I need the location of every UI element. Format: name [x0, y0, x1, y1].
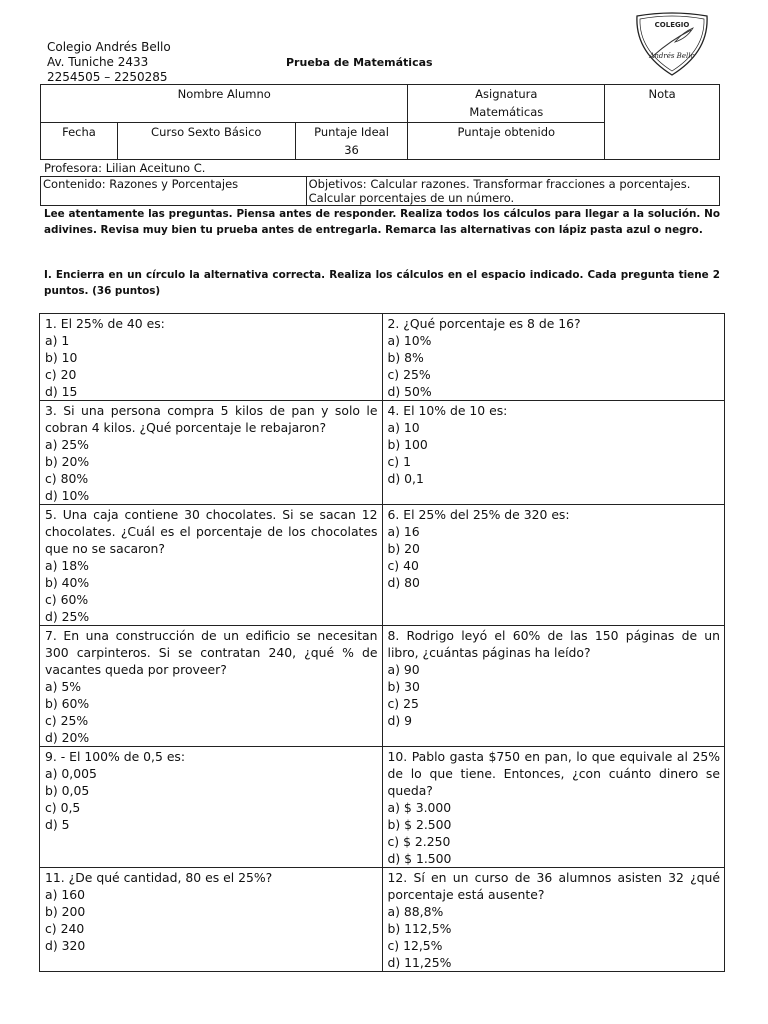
option[interactable]: d) 9 — [387, 713, 413, 728]
question-cell — [40, 868, 383, 972]
option[interactable]: d) 10% — [45, 488, 90, 503]
objectives-line-2: Calcular porcentajes de un número. — [308, 191, 515, 205]
school-address: Av. Tuniche 2433 — [47, 55, 149, 69]
subject-label: Asignatura — [475, 87, 538, 101]
option[interactable]: c) 240 — [45, 921, 85, 936]
option[interactable]: c) 25% — [387, 367, 431, 382]
option[interactable]: a) 10 — [387, 420, 420, 435]
option[interactable]: c) 40 — [387, 558, 419, 573]
question-text: 10. Pablo gasta $750 en pan, lo que equivale al 25% de lo que tiene. Entonces, ¿con cuánto dinero se queda? — [387, 749, 720, 798]
question-cell — [40, 747, 383, 868]
option[interactable]: b) 200 — [45, 904, 86, 919]
obtained-score-label: Puntaje obtenido — [408, 123, 605, 160]
subject-cell — [408, 85, 605, 123]
option[interactable]: b) 20% — [45, 454, 90, 469]
option[interactable]: c) $ 2.250 — [387, 834, 451, 849]
option[interactable]: c) 25 — [387, 696, 419, 711]
student-name-label: Nombre Alumno — [41, 85, 408, 123]
school-phones: 2254505 – 2250285 — [47, 70, 168, 84]
subject-value: Matemáticas — [469, 105, 544, 119]
option[interactable]: c) 1 — [387, 454, 411, 469]
question-text: 3. Si una persona compra 5 kilos de pan y solo le cobran 4 kilos. ¿Qué porcentaje le rebajaron? — [45, 403, 378, 435]
option[interactable]: d) 80 — [387, 575, 420, 590]
question-text: 6. El 25% del 25% de 320 es: — [387, 507, 570, 522]
objectives-cell — [306, 177, 719, 206]
question-cell — [382, 868, 725, 972]
option[interactable]: d) $ 1.500 — [387, 851, 452, 866]
question-cell — [382, 401, 725, 505]
option[interactable]: c) 0,5 — [45, 800, 81, 815]
option[interactable]: a) 5% — [45, 679, 82, 694]
question-text: 9. - El 100% de 0,5 es: — [45, 749, 186, 764]
grade-label: Nota — [605, 85, 720, 160]
option[interactable]: a) 90 — [387, 662, 420, 677]
option[interactable]: a) 160 — [45, 887, 86, 902]
option[interactable]: c) 20 — [45, 367, 77, 382]
question-cell — [40, 626, 383, 747]
question-cell — [382, 505, 725, 626]
header-table — [40, 84, 720, 160]
ideal-score-cell — [295, 123, 408, 160]
question-text: 5. Una caja contiene 30 chocolates. Si se sacan 12 chocolates. ¿Cuál es el porcentaje de los chocolates que no se sacaron? — [45, 507, 378, 556]
option[interactable]: b) 60% — [45, 696, 90, 711]
content-cell: Contenido: Razones y Porcentajes — [41, 177, 307, 206]
option[interactable]: a) 25% — [45, 437, 89, 452]
option[interactable]: a) 18% — [45, 558, 89, 573]
option[interactable]: b) 100 — [387, 437, 428, 452]
school-name: Colegio Andrés Bello — [47, 40, 171, 54]
option[interactable]: c) 12,5% — [387, 938, 443, 953]
option[interactable]: b) 30 — [387, 679, 420, 694]
option[interactable]: b) 40% — [45, 575, 90, 590]
question-cell — [382, 314, 725, 401]
logo-college-text: COLEGIO — [654, 21, 690, 29]
question-cell — [382, 747, 725, 868]
question-cell — [40, 505, 383, 626]
course-label: Curso Sexto Básico — [117, 123, 295, 160]
option[interactable]: d) 320 — [45, 938, 86, 953]
date-label: Fecha — [41, 123, 118, 160]
option[interactable]: b) 20 — [387, 541, 420, 556]
question-text: 1. El 25% de 40 es: — [45, 316, 165, 331]
option[interactable]: a) 1 — [45, 333, 70, 348]
option[interactable]: b) $ 2.500 — [387, 817, 452, 832]
option[interactable]: d) 5 — [45, 817, 70, 832]
question-text: 2. ¿Qué porcentaje es 8 de 16? — [387, 316, 581, 331]
school-logo — [631, 12, 713, 78]
test-title: Prueba de Matemáticas — [286, 56, 433, 69]
question-text: 12. Sí en un curso de 36 alumnos asisten 32 ¿qué porcentaje está ausente? — [387, 870, 720, 902]
question-cell — [382, 626, 725, 747]
option[interactable]: d) 25% — [45, 609, 90, 624]
option[interactable]: a) $ 3.000 — [387, 800, 452, 815]
objectives-line-1: Objetivos: Calcular razones. Transformar fracciones a porcentajes. — [308, 177, 691, 191]
option[interactable]: c) 80% — [45, 471, 89, 486]
option[interactable]: a) 88,8% — [387, 904, 444, 919]
school-info — [47, 40, 171, 85]
option[interactable]: c) 60% — [45, 592, 89, 607]
section-instructions: I. Encierra en un círculo la alternativa correcta. Realiza los cálculos en el espacio indicado. Cada pregunta tiene 2 puntos. (36 puntos) — [44, 269, 720, 297]
option[interactable]: d) 15 — [45, 384, 78, 399]
option[interactable]: a) 0,005 — [45, 766, 97, 781]
option[interactable]: b) 0,05 — [45, 783, 90, 798]
objectives-table — [40, 176, 720, 206]
ideal-score-value: 36 — [344, 143, 359, 157]
question-cell — [40, 401, 383, 505]
option[interactable]: d) 11,25% — [387, 955, 452, 970]
logo-script-text: Andrés Bello — [649, 52, 695, 60]
ideal-score-label: Puntaje Ideal — [314, 125, 389, 139]
option[interactable]: d) 50% — [387, 384, 432, 399]
option[interactable]: d) 20% — [45, 730, 90, 745]
option[interactable]: b) 10 — [45, 350, 78, 365]
option[interactable]: c) 25% — [45, 713, 89, 728]
instructions-text: Lee atentamente las preguntas. Piensa antes de responder. Realiza todos los cálculos para llegar a la solución. No adivines. Revisa muy bien tu prueba antes de entregarla. Remarca las alternativas con lápiz pasta azul o negro. — [44, 208, 720, 236]
option[interactable]: a) 10% — [387, 333, 432, 348]
option[interactable]: b) 112,5% — [387, 921, 452, 936]
question-text: 4. El 10% de 10 es: — [387, 403, 508, 418]
option[interactable]: b) 8% — [387, 350, 424, 365]
option[interactable]: d) 0,1 — [387, 471, 424, 486]
teacher-name: Profesora: Lilian Aceituno C. — [44, 161, 206, 175]
question-text: 8. Rodrigo leyó el 60% de las 150 páginas de un libro, ¿cuántas páginas ha leído? — [387, 628, 720, 660]
question-text: 11. ¿De qué cantidad, 80 es el 25%? — [45, 870, 273, 885]
questions-table — [39, 313, 725, 972]
question-text: 7. En una construcción de un edificio se necesitan 300 carpinteros. Si se contratan 240, ¿qué % de vacantes queda por proveer? — [45, 628, 378, 677]
option[interactable]: a) 16 — [387, 524, 420, 539]
question-cell — [40, 314, 383, 401]
